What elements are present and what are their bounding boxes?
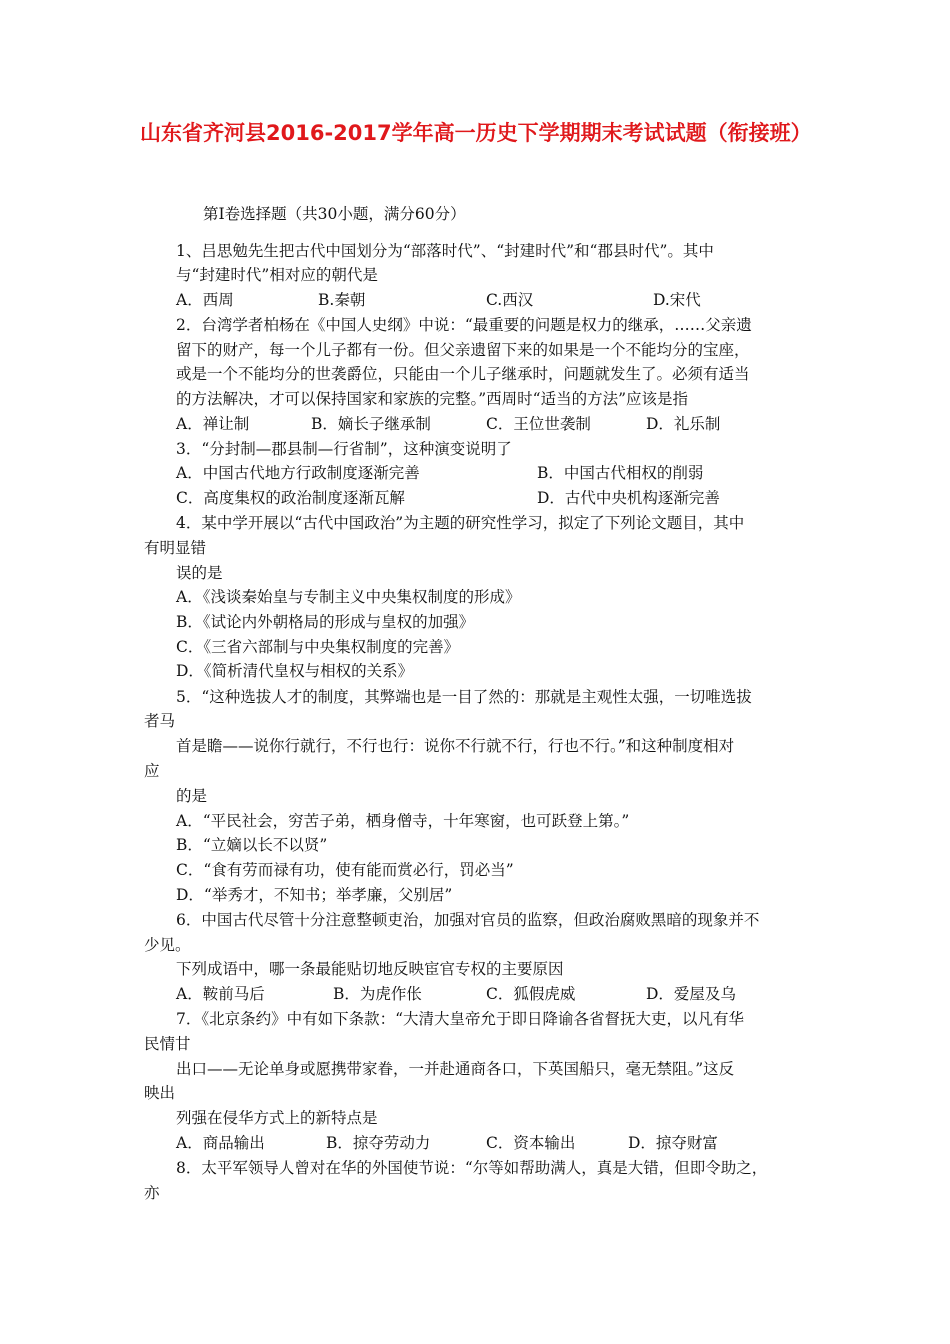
q3-stem-line-1: 3．“分封制—郡县制—行省制”，这种演变说明了 — [176, 440, 512, 458]
q1-option-a: A．西周 — [176, 291, 234, 309]
q4-option-b: B．《试论内外朝格局的形成与皇权的加强》 — [176, 613, 475, 631]
q6-option-c: C．狐假虎威 — [486, 985, 576, 1003]
q5-stem-line-4: 应 — [144, 762, 160, 780]
q5-stem-line-1: 5．“这种选拔人才的制度，其弊端也是一目了然的：那就是主观性太强，一切唯选拔 — [176, 688, 752, 706]
q5-option-c: C．“食有劳而禄有功，使有能而赏必行，罚必当” — [176, 861, 514, 879]
q1-stem-line-2: 与“封建时代”相对应的朝代是 — [176, 266, 378, 284]
q5-stem-line-3: 首是瞻——说你行就行，不行也行：说你不行就不行，行也不行。”和这种制度相对 — [176, 737, 735, 755]
q5-option-d: D．“举秀才，不知书；举孝廉，父别居” — [176, 886, 453, 904]
q3-option-c: C．高度集权的政治制度逐渐瓦解 — [176, 489, 405, 507]
q1-option-c: C.西汉 — [486, 291, 534, 309]
q2-option-d: D．礼乐制 — [646, 415, 721, 433]
q2-option-a: A．禅让制 — [176, 415, 250, 433]
q2-option-c: C．王位世袭制 — [486, 415, 591, 433]
q2-option-b: B．嫡长子继承制 — [311, 415, 431, 433]
q3-option-d: D．古代中央机构逐渐完善 — [537, 489, 720, 507]
q3-option-b: B．中国古代相权的削弱 — [537, 464, 704, 482]
section-heading: 第Ⅰ卷选择题（共30小题，满分60分） — [203, 205, 466, 223]
q2-stem-line-2: 留下的财产，每一个儿子都有一份。但父亲遗留下来的如果是一个不能均分的宝座， — [176, 341, 750, 359]
q4-stem-line-3: 误的是 — [176, 564, 223, 582]
q6-stem-line-3: 下列成语中，哪一条最能贴切地反映宦官专权的主要原因 — [176, 960, 564, 978]
q1-stem-line-1: 1、吕思勉先生把古代中国划分为“部落时代”、“封建时代”和“郡县时代”。其中 — [176, 242, 714, 260]
q1-option-b: B.秦朝 — [318, 291, 366, 309]
q6-option-d: D．爱屋及乌 — [646, 985, 736, 1003]
q2-stem-line-3: 或是一个不能均分的世袭爵位，只能由一个儿子继承时，问题就发生了。必须有适当 — [176, 365, 750, 383]
q7-option-c: C．资本输出 — [486, 1134, 576, 1152]
q8-stem-line-1: 8．太平军领导人曾对在华的外国使节说：“尔等如帮助满人，真是大错，但即令助之， — [176, 1159, 768, 1177]
q5-stem-line-5: 的是 — [176, 787, 208, 805]
q6-stem-line-1: 6．中国古代尽管十分注意整顿吏治，加强对官员的监察，但政治腐败黑暗的现象并不 — [176, 911, 760, 929]
q5-stem-line-2: 者马 — [144, 712, 176, 730]
q5-option-a: A．“平民社会，穷苦子弟，栖身僧寺，十年寒窗，也可跃登上第。” — [176, 812, 630, 830]
q6-stem-line-2: 少见。 — [144, 936, 191, 954]
q6-option-b: B．为虎作伥 — [333, 985, 422, 1003]
q3-option-a: A．中国古代地方行政制度逐渐完善 — [176, 464, 420, 482]
q7-stem-line-4: 映出 — [144, 1084, 176, 1102]
q2-stem-line-1: 2．台湾学者柏杨在《中国人史纲》中说：“最重要的问题是权力的继承，……父亲遗 — [176, 316, 752, 334]
document-title: 山东省齐河县2016-2017学年高一历史下学期期末考试试题（衔接班） — [140, 121, 812, 145]
q7-stem-line-5: 列强在侵华方式上的新特点是 — [176, 1109, 378, 1127]
q8-stem-line-2: 亦 — [144, 1184, 160, 1202]
q7-stem-line-1: 7．《北京条约》中有如下条款：“大清大皇帝允于即日降谕各省督抚大吏，以凡有华 — [176, 1010, 745, 1028]
q4-option-a: A．《浅谈秦始皇与专制主义中央集权制度的形成》 — [176, 588, 521, 606]
q1-option-d: D.宋代 — [653, 291, 701, 309]
q4-stem-line-1: 4．某中学开展以“古代中国政治”为主题的研究性学习，拟定了下列论文题目，其中 — [176, 514, 745, 532]
q6-option-a: A．鞍前马后 — [176, 985, 265, 1003]
q4-stem-line-2: 有明显错 — [144, 539, 207, 557]
q5-option-b: B．“立嫡以长不以贤” — [176, 836, 328, 854]
q7-option-b: B．掠夺劳动力 — [326, 1134, 431, 1152]
q7-option-d: D．掠夺财富 — [628, 1134, 718, 1152]
q4-option-c: C．《三省六部制与中央集权制度的完善》 — [176, 638, 460, 656]
q7-stem-line-2: 民情甘 — [144, 1035, 191, 1053]
q4-option-d: D．《简析清代皇权与相权的关系》 — [176, 662, 414, 680]
q2-stem-line-4: 的方法解决，才可以保持国家和家族的完整。”西周时“适当的方法”应该是指 — [176, 390, 689, 408]
q7-option-a: A．商品输出 — [176, 1134, 265, 1152]
q7-stem-line-3: 出口——无论单身或愿携带家眷，一并赴通商各口，下英国船只，毫无禁阻。”这反 — [176, 1060, 735, 1078]
